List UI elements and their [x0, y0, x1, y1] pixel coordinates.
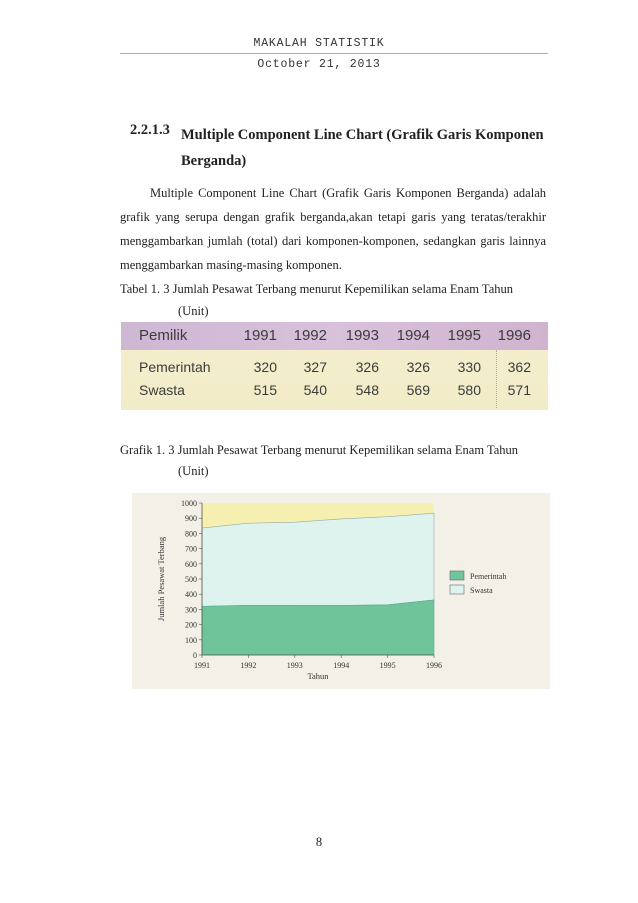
section-number: 2.2.1.3 — [130, 122, 170, 138]
legend-swatch — [450, 571, 464, 580]
y-tick-label: 0 — [193, 651, 197, 660]
table-cell: 580 — [457, 382, 481, 398]
page-header-title: MAKALAH STATISTIK — [253, 37, 385, 50]
table-cell: 540 — [303, 382, 327, 398]
table-header-cell: 1991 — [243, 327, 277, 344]
table-header-cell: Pemilik — [139, 327, 188, 344]
series-area-pemerintah — [202, 600, 434, 655]
x-tick-label: 1996 — [426, 661, 442, 670]
x-axis-title: Tahun — [307, 671, 329, 681]
y-tick-label: 300 — [185, 605, 197, 615]
x-tick-label: 1994 — [333, 661, 350, 670]
y-tick-label: 1000 — [181, 499, 197, 508]
table-scan-mark — [496, 350, 498, 408]
table-cell: 327 — [303, 359, 327, 375]
x-tick-label: 1992 — [240, 661, 257, 670]
table-cell: 548 — [355, 382, 379, 398]
area-chart — [132, 493, 550, 689]
table-cell: 569 — [406, 382, 430, 398]
table-cell: 326 — [355, 359, 379, 375]
y-tick-label: 700 — [185, 544, 197, 554]
legend-label: Pemerintah — [470, 572, 507, 581]
table-header-cell: 1996 — [497, 327, 531, 344]
x-tick-label: 1995 — [379, 661, 396, 670]
page-header-date: October 21, 2013 — [257, 58, 381, 71]
page-number: 8 — [315, 835, 323, 849]
table-cell: 571 — [507, 382, 531, 398]
table-cell-label: Pemerintah — [139, 359, 211, 375]
y-axis-title: Jumlah Pesawat Terbang — [156, 536, 166, 622]
table-header-cell: 1992 — [293, 327, 327, 344]
chart-container — [132, 493, 550, 689]
table-cell: 362 — [507, 359, 531, 375]
table-cell: 515 — [253, 382, 277, 398]
legend-swatch — [450, 585, 464, 594]
table-cell: 326 — [406, 359, 430, 375]
chart-caption-unit: (Unit) — [178, 464, 209, 478]
body-paragraph: Multiple Component Line Chart (Grafik Garis Komponen Berganda) adalah grafik yang serupa dengan grafik berganda,akan tetapi garis yang teratas/terakhir menggambarkan jumlah (total) dari komponen-komponen, sedangkan garis lainnya menggambarkan masing-masing komponen. — [120, 186, 546, 272]
table-caption: Tabel 1. 3 Jumlah Pesawat Terbang menurut Kepemilikan selama Enam Tahun — [120, 282, 513, 296]
y-tick-label: 800 — [185, 529, 197, 539]
x-tick-label: 1991 — [194, 661, 210, 670]
y-tick-label: 900 — [185, 514, 197, 524]
table-cell: 320 — [253, 359, 277, 375]
legend-label: Swasta — [470, 586, 493, 595]
table-caption-unit: (Unit) — [178, 304, 209, 318]
x-tick-label: 1993 — [286, 661, 303, 670]
table-cell-label: Swasta — [139, 382, 185, 398]
y-tick-label: 600 — [185, 559, 197, 569]
table-cell: 330 — [457, 359, 481, 375]
y-tick-label: 500 — [185, 575, 197, 584]
table-header-cell: 1995 — [447, 327, 481, 344]
table-header-cell: 1993 — [345, 327, 379, 344]
y-tick-label: 200 — [185, 620, 197, 630]
page-header-rule — [120, 53, 548, 54]
chart-caption: Grafik 1. 3 Jumlah Pesawat Terbang menurut Kepemilikan selama Enam Tahun — [120, 443, 519, 457]
y-tick-label: 400 — [185, 590, 197, 600]
series-area-swasta — [202, 513, 434, 606]
table-header-cell: 1994 — [396, 327, 430, 344]
data-table-image — [121, 322, 548, 410]
y-tick-label: 100 — [185, 635, 197, 645]
section-title: Multiple Component Line Chart (Grafik Garis Komponen Berganda) — [181, 127, 544, 169]
